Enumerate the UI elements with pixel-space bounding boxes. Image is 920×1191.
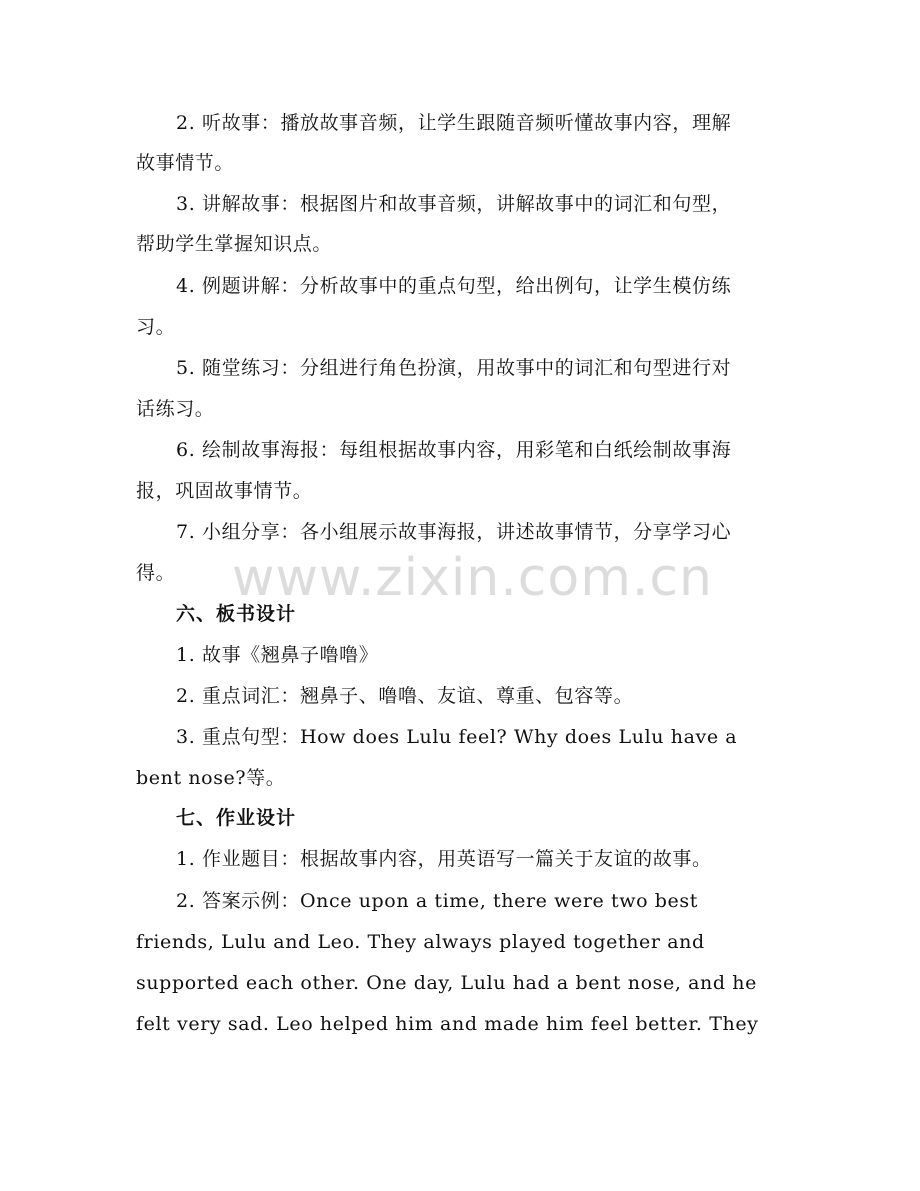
list-item-7-line2: 得。 [136, 562, 176, 584]
homework-item-2-line1: 2. 答案示例：Once upon a time, there were two best [176, 890, 698, 912]
board-item-3-line2: bent nose?等。 [136, 767, 286, 789]
homework-item-2-line4: felt very sad. Leo helped him and made him feel better. They [136, 1013, 759, 1035]
list-item-2-line1: 2. 听故事：播放故事音频，让学生跟随音频听懂故事内容，理解 [176, 112, 732, 134]
watermark: www.zixin.com.cn [232, 548, 713, 608]
board-item-2: 2. 重点词汇：翘鼻子、噜噜、友谊、尊重、包容等。 [176, 685, 634, 707]
list-item-3-line1: 3. 讲解故事：根据图片和故事音频，讲解故事中的词汇和句型， [176, 193, 732, 215]
list-item-7-line1: 7. 小组分享：各小组展示故事海报，讲述故事情节，分享学习心 [176, 521, 732, 543]
section-heading-board-design: 六、板书设计 [176, 603, 297, 625]
board-item-3-line1: 3. 重点句型：How does Lulu feel? Why does Lulu have a [176, 726, 738, 748]
list-item-4-line2: 习。 [136, 316, 176, 338]
list-item-5-line2: 话练习。 [136, 398, 215, 420]
homework-item-2-line2: friends, Lulu and Leo. They always played together and [136, 931, 705, 953]
list-item-6-line1: 6. 绘制故事海报：每组根据故事内容，用彩笔和白纸绘制故事海 [176, 439, 732, 461]
list-item-3-line2: 帮助学生掌握知识点。 [136, 233, 333, 255]
homework-item-2-line3: supported each other. One day, Lulu had a bent nose, and he [136, 972, 757, 994]
list-item-6-line2: 报，巩固故事情节。 [136, 480, 313, 502]
list-item-5-line1: 5. 随堂练习：分组进行角色扮演，用故事中的词汇和句型进行对 [176, 357, 732, 379]
section-heading-homework: 七、作业设计 [176, 807, 297, 829]
list-item-4-line1: 4. 例题讲解：分析故事中的重点句型，给出例句，让学生模仿练 [176, 275, 732, 297]
list-item-2-line2: 故事情节。 [136, 152, 235, 174]
homework-item-1: 1. 作业题目：根据故事内容，用英语写一篇关于友谊的故事。 [176, 848, 712, 870]
board-item-1: 1. 故事《翘鼻子噜噜》 [176, 644, 379, 666]
